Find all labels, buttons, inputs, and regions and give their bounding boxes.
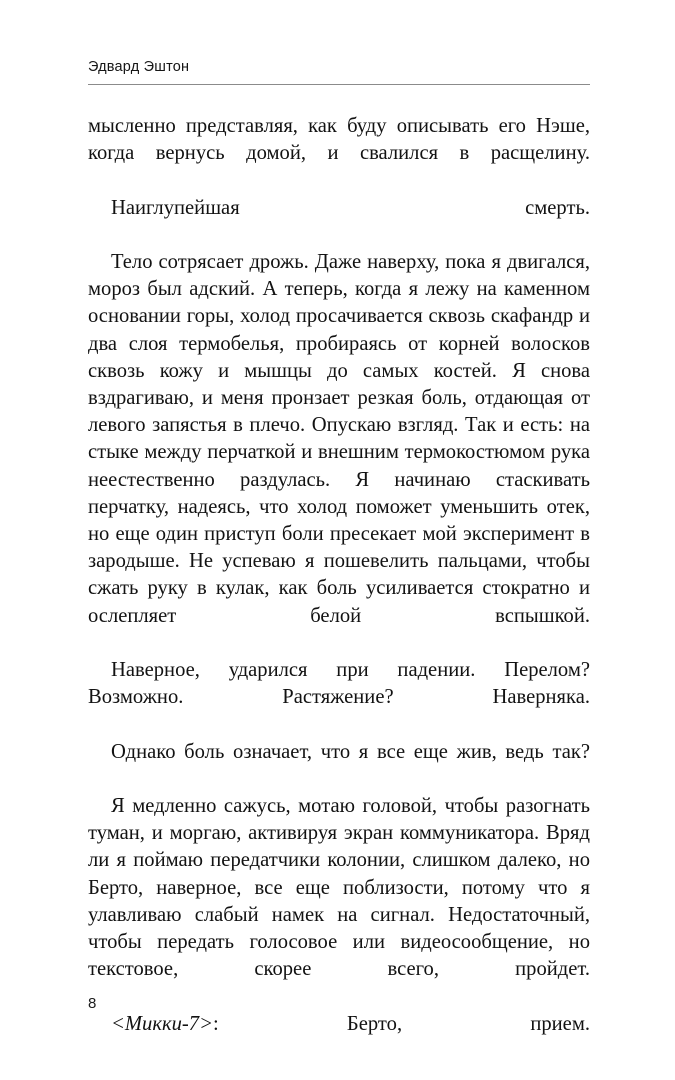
running-head bbox=[88, 60, 590, 85]
page-folio bbox=[88, 996, 96, 1011]
paragraph: мысленно представляя, как буду описывать его Нэше, когда вернусь домой, и свалился в расщелину. bbox=[88, 115, 590, 165]
dialogue-paragraph bbox=[88, 1011, 590, 1065]
paragraph: Я медленно сажусь, мотаю головой, чтобы разогнать туман, и моргаю, активируя экран коммуникатора. Вряд ли я поймаю передатчики колонии, слишком далеко, но Берто, наверное, все еще поблизости, потому что я улавливаю слабый намек на сигнал. Недостаточный, чтобы передать голосовое или видеосообщение, но текстовое, скорее всего, пройдет. bbox=[88, 795, 590, 981]
body-text-block bbox=[88, 113, 590, 1065]
page-number: 8 bbox=[88, 995, 97, 1012]
dialogue-speaker-tag: <Микки-7> bbox=[111, 1012, 213, 1035]
running-head-author: Эдвард Эштон bbox=[88, 59, 190, 75]
paragraph: Тело сотрясает дрожь. Даже наверху, пока я двигался, мороз был адский. А теперь, когда я лежу на каменном основании горы, холод просачивается сквозь скафандр и два слоя термобелья, пробираясь от корней волосков сквозь кожу и мышцы до самых костей. Я снова вздрагиваю, и меня пронзает резкая боль, отдающая от левого запястья в плечо. Опускаю взгляд. Так и есть: на стыке между перчаткой и внешним термокостюмом рука неестественно раздулась. Я начинаю стаскивать перчатку, надеясь, что холод поможет уменьшить отек, но еще один приступ боли пресекает мой эксперимент в зародыше. Не успеваю я пошевелить пальцами, чтобы сжать руку в кулак, как боль усиливается стократно и ослепляет белой вспышкой. bbox=[88, 251, 590, 627]
paragraph: Наиглупейшая смерть. bbox=[111, 196, 590, 219]
dialogue-message: : Берто, прием. bbox=[212, 1012, 590, 1035]
paragraph: Наверное, ударился при падении. Перелом? Возможно. Растяжение? Наверняка. bbox=[88, 659, 590, 709]
running-head-divider bbox=[88, 84, 590, 85]
paragraph: Однако боль означает, что я все еще жив, ведь так? bbox=[111, 740, 590, 763]
